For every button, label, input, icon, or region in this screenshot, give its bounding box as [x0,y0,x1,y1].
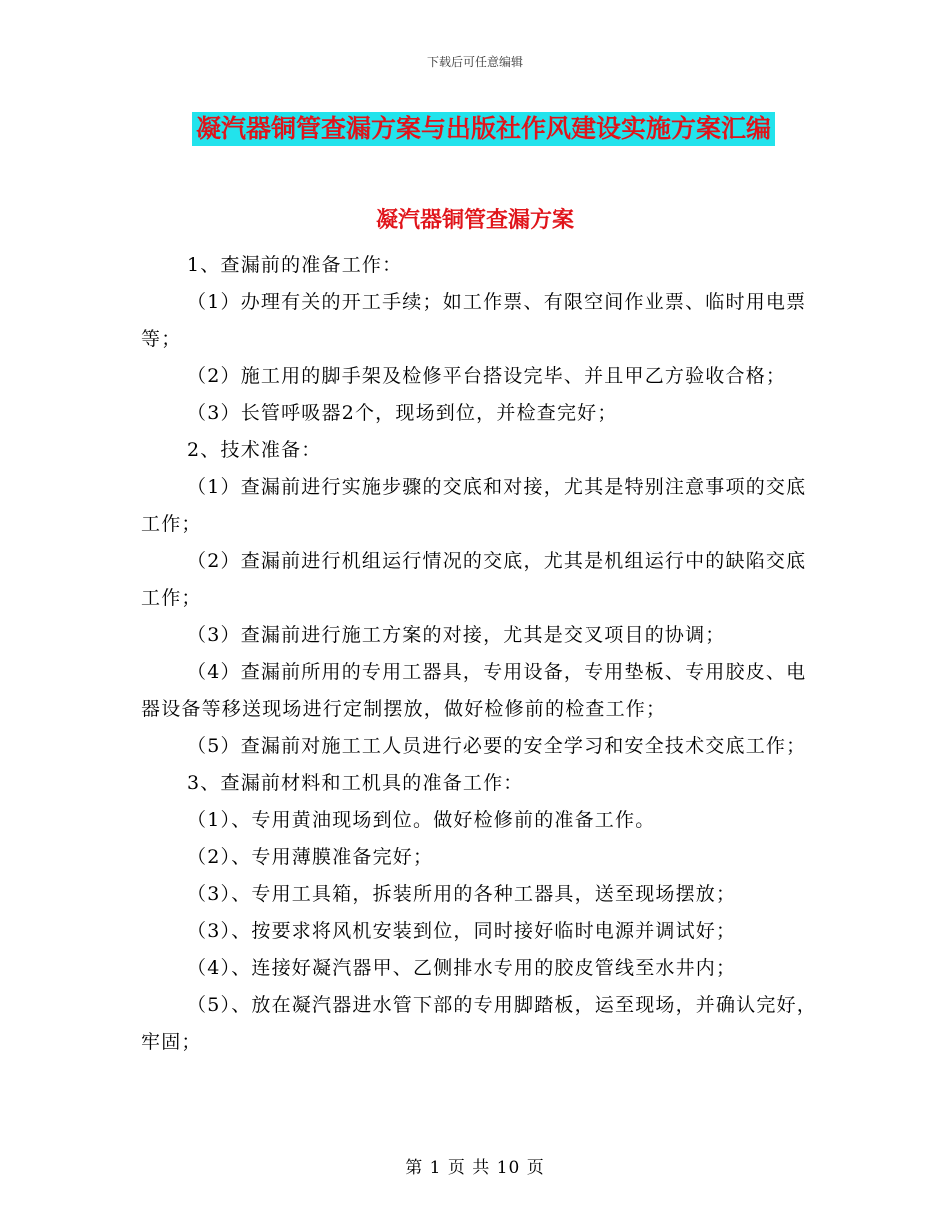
paragraph: （4）、连接好凝汽器甲、乙侧排水专用的胶皮管线至水井内； [187,957,737,979]
paragraph: （4）查漏前所用的专用工器具，专用设备，专用垫板、专用胶皮、电器设备等移送现场进行定制摆放，做好检修前的检查工作； [141,661,807,720]
paragraph: 2、技术准备： [187,439,322,461]
document-title: 凝汽器铜管查漏方案与出版社作风建设实施方案汇编 [192,112,775,146]
paragraph: （1）办理有关的开工手续；如工作票、有限空间作业票、临时用电票等； [141,291,807,350]
paragraph: （3）、专用工具箱，拆装所用的各种工器具，送至现场摆放； [187,883,737,905]
paragraph: （5）、放在凝汽器进水管下部的专用脚踏板，运至现场，并确认完好，牢固； [141,994,817,1053]
paragraph: 1、查漏前的准备工作： [187,254,403,276]
document-body [141,247,825,1061]
paragraph: （3）、按要求将风机安装到位，同时接好临时电源并调试好； [187,920,737,942]
section-title: 凝汽器铜管查漏方案 [375,207,574,233]
paragraph: （3）查漏前进行施工方案的对接，尤其是交叉项目的协调； [187,624,726,646]
paragraph: 3、查漏前材料和工机具的准备工作： [187,772,524,794]
paragraph: （5）查漏前对施工工人员进行必要的安全学习和安全技术交底工作； [187,735,807,757]
paragraph: （2）查漏前进行机组运行情况的交底，尤其是机组运行中的缺陷交底工作； [141,550,807,609]
paragraph: （3）长管呼吸器2个，现场到位，并检查完好； [187,402,618,424]
paragraph: （2）、专用薄膜准备完好； [187,846,434,868]
paragraph: （2）施工用的脚手架及检修平台搭设完毕、并且甲乙方验收合格； [187,365,787,387]
page-footer: 第 1 页 共 10 页 [405,1158,545,1178]
paragraph: （1）、专用黄油现场到位。做好检修前的准备工作。 [187,809,656,831]
header-note: 下载后可任意编辑 [426,55,523,69]
paragraph: （1）查漏前进行实施步骤的交底和对接，尤其是特别注意事项的交底工作； [141,476,807,535]
